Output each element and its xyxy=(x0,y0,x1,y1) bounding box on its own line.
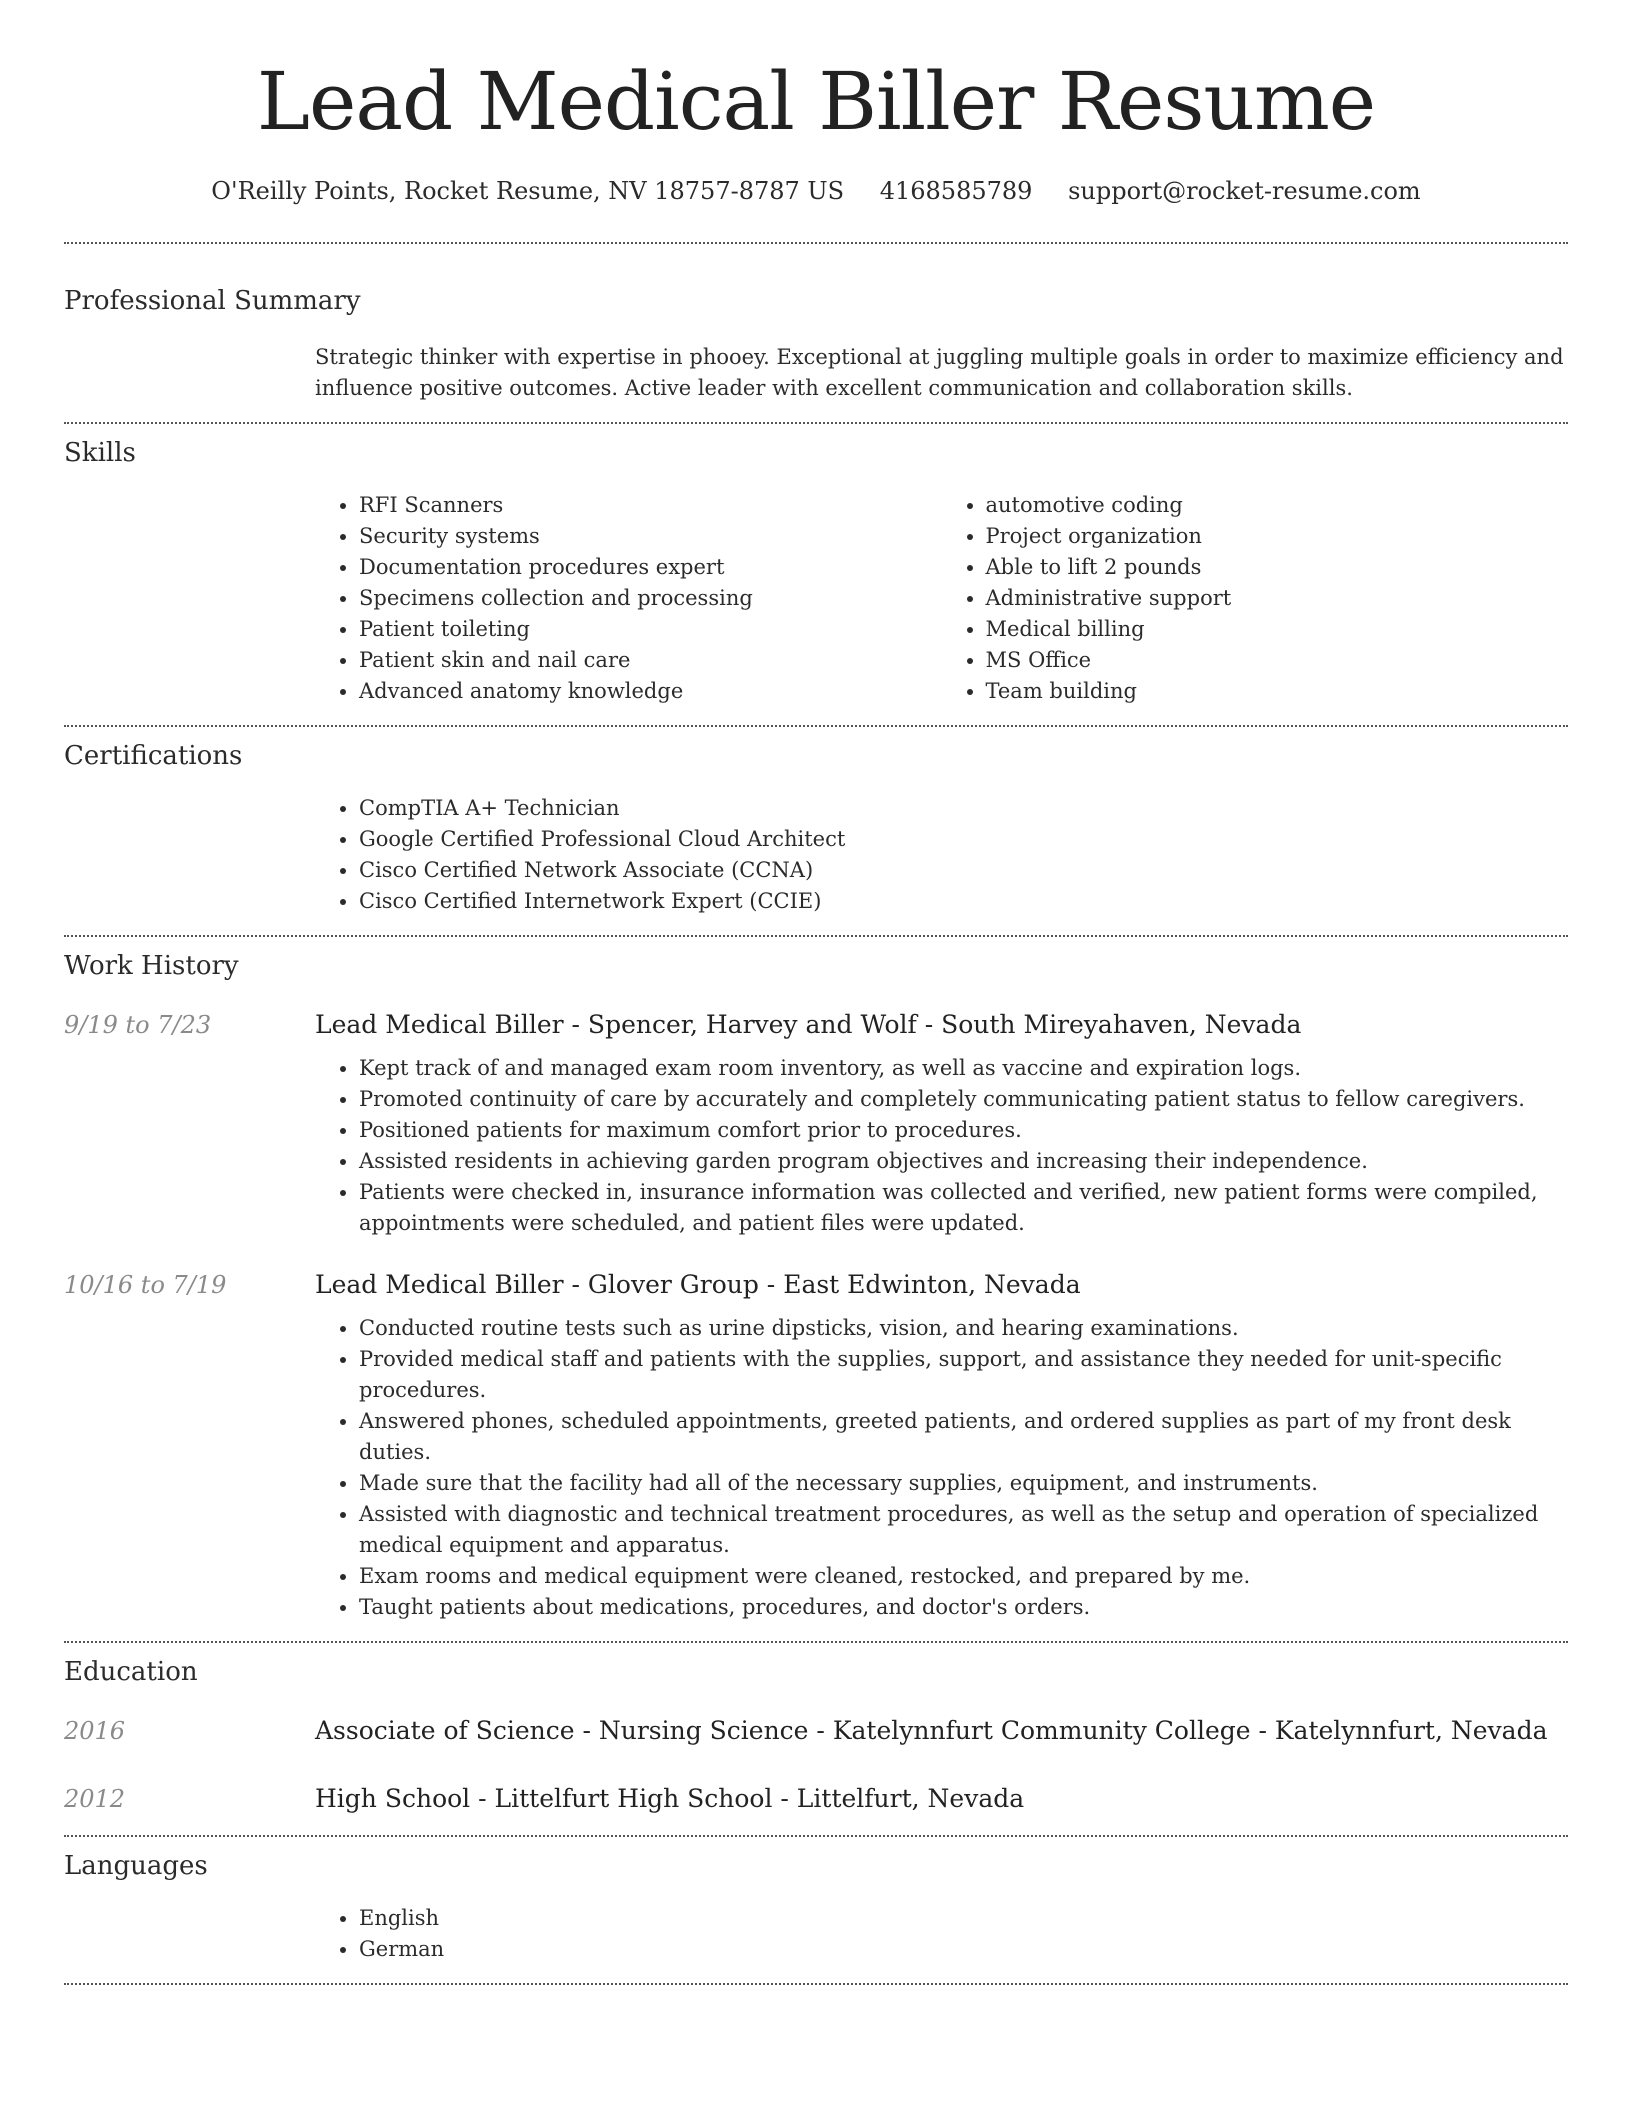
summary-text: Strategic thinker with expertise in phooey. Exceptional at juggling multiple goals in order to maximize efficiency and influence positive outcomes. Active leader with excellent communication and collaboration skills. xyxy=(315,345,1564,400)
job-bullet-list xyxy=(315,1313,1568,1623)
contact-email: support@rocket-resume.com xyxy=(1068,177,1421,205)
list-item: • Administrative support xyxy=(986,583,1569,614)
list-item: • Google Certified Professional Cloud Architect xyxy=(359,824,1568,855)
section-title: Skills xyxy=(64,438,136,468)
job-dates: 10/16 to 7/19 xyxy=(64,1271,227,1299)
education-year: 2016 xyxy=(64,1717,126,1745)
list-item: • CompTIA A+ Technician xyxy=(359,793,1568,824)
list-item: • MS Office xyxy=(986,645,1569,676)
list-item: • Cisco Certified Internetwork Expert (CCIE) xyxy=(359,886,1568,917)
summary-content xyxy=(315,342,1568,404)
section-title: Education xyxy=(64,1657,198,1687)
education-entry xyxy=(64,1713,1568,1749)
list-item: • Exam rooms and medical equipment were cleaned, restocked, and prepared by me. xyxy=(359,1561,1568,1592)
education-heading: High School - Littelfurt High School - Littelfurt, Nevada xyxy=(315,1784,1025,1813)
education-entry xyxy=(64,1781,1568,1817)
list-item: • Assisted residents in achieving garden program objectives and increasing their independence. xyxy=(359,1146,1568,1177)
list-item: • automotive coding xyxy=(986,490,1569,521)
list-item: • Patients were checked in, insurance information was collected and verified, new patient forms were compiled, appointments were scheduled, and patient files were updated. xyxy=(359,1177,1568,1239)
education-heading: Associate of Science - Nursing Science - Katelynnfurt Community College - Katelynnfurt, Nevada xyxy=(315,1716,1548,1745)
job-heading: Lead Medical Biller - Glover Group - East Edwinton, Nevada xyxy=(315,1270,1081,1299)
job-dates: 9/19 to 7/23 xyxy=(64,1011,212,1039)
list-item: • RFI Scanners xyxy=(359,490,942,521)
list-item: • Security systems xyxy=(359,521,942,552)
resume-title: Lead Medical Biller Resume xyxy=(256,55,1376,148)
languages-content xyxy=(315,1903,1568,1965)
certifications-content xyxy=(315,793,1568,917)
skills-section xyxy=(64,424,1568,725)
section-title: Work History xyxy=(64,951,239,981)
list-item: • Able to lift 2 pounds xyxy=(986,552,1569,583)
list-item: • Specimens collection and processing xyxy=(359,583,942,614)
divider xyxy=(64,1983,1568,1985)
job-bullets xyxy=(315,1053,1568,1239)
list-item: • Provided medical staff and patients with the supplies, support, and assistance they needed for unit-specific procedures. xyxy=(359,1344,1568,1406)
contact-line xyxy=(64,174,1568,208)
list-item: • Patient toileting xyxy=(359,614,942,645)
certifications-list xyxy=(315,793,1568,917)
list-item: • Promoted continuity of care by accurately and completely communicating patient status to fellow caregivers. xyxy=(359,1084,1568,1115)
job-entry xyxy=(64,1007,1568,1043)
list-item: • Project organization xyxy=(986,521,1569,552)
section-title: Certifications xyxy=(64,741,243,771)
list-item: • Medical billing xyxy=(986,614,1569,645)
list-item: • Positioned patients for maximum comfort prior to procedures. xyxy=(359,1115,1568,1146)
job-bullets xyxy=(315,1313,1568,1623)
list-item: • Advanced anatomy knowledge xyxy=(359,676,942,707)
education-year: 2012 xyxy=(64,1785,126,1813)
list-item: • Patient skin and nail care xyxy=(359,645,942,676)
job-bullet-list xyxy=(315,1053,1568,1239)
job-entry xyxy=(64,1267,1568,1303)
skills-list-right xyxy=(942,490,1569,707)
list-item: • Team building xyxy=(986,676,1569,707)
section-title: Languages xyxy=(64,1851,208,1881)
skills-columns xyxy=(315,490,1568,707)
section-title: Professional Summary xyxy=(64,286,361,316)
list-item: • Conducted routine tests such as urine dipsticks, vision, and hearing examinations. xyxy=(359,1313,1568,1344)
list-item: • Made sure that the facility had all of the necessary supplies, equipment, and instruments. xyxy=(359,1468,1568,1499)
contact-address: O'Reilly Points, Rocket Resume, NV 18757-8787 US xyxy=(211,177,845,205)
list-item: • Assisted with diagnostic and technical treatment procedures, as well as the setup and operation of specialized medical equipment and apparatus. xyxy=(359,1499,1568,1561)
list-item: • German xyxy=(359,1934,1568,1965)
summary-section xyxy=(64,244,1568,422)
languages-section xyxy=(64,1837,1568,1983)
contact-phone: 4168585789 xyxy=(879,177,1033,205)
skills-list-left xyxy=(315,490,942,707)
languages-list xyxy=(315,1903,1568,1965)
job-heading: Lead Medical Biller - Spencer, Harvey and Wolf - South Mireyahaven, Nevada xyxy=(315,1010,1302,1039)
list-item: • Taught patients about medications, procedures, and doctor's orders. xyxy=(359,1592,1568,1623)
list-item: • English xyxy=(359,1903,1568,1934)
list-item: • Documentation procedures expert xyxy=(359,552,942,583)
list-item: • Cisco Certified Network Associate (CCNA) xyxy=(359,855,1568,886)
list-item: • Answered phones, scheduled appointments, greeted patients, and ordered supplies as part of my front desk duties. xyxy=(359,1406,1568,1468)
work-history-section xyxy=(64,937,1568,1641)
education-section xyxy=(64,1643,1568,1835)
list-item: • Kept track of and managed exam room inventory, as well as vaccine and expiration logs. xyxy=(359,1053,1568,1084)
certifications-section xyxy=(64,727,1568,935)
